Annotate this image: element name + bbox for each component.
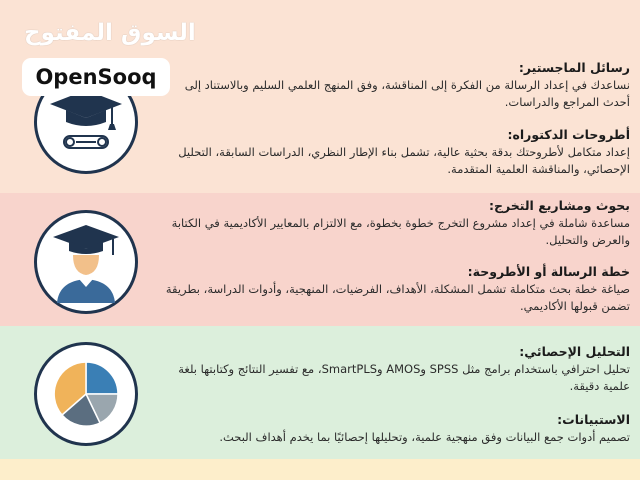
section-body: تحليل احترافي باستخدام برامج مثل SPSS وAMOS وSmartPLS، مع تفسير النتائج وكتابتها بلغة علمية دقيقة. xyxy=(178,362,630,393)
section-masters xyxy=(160,60,630,111)
section-graduation-projects xyxy=(160,198,630,249)
section-title: التحليل الإحصائي: xyxy=(519,344,630,359)
section-body: مساعدة شاملة في إعداد مشروع التخرج خطوة بخطوة، مع الالتزام بالمعايير الأكاديمية في الكتابة والعرض والتحليل. xyxy=(171,216,630,247)
section-body: تصميم أدوات جمع البيانات وفق منهجية علمية، وتحليلها إحصائيًا بما يخدم أهداف البحث. xyxy=(219,430,630,444)
section-body: نساعدك في إعداد الرسالة من الفكرة إلى المناقشة، وفق المنهج العلمي السليم وبالاستناد إلى أحدث المراجع والدراسات. xyxy=(184,78,630,109)
opensooq-logo: OpenSooq xyxy=(22,58,170,96)
pie-chart-icon xyxy=(34,342,138,446)
section-questionnaires xyxy=(160,412,630,446)
section-research-plan xyxy=(160,264,630,315)
graduate-student-icon xyxy=(34,210,138,314)
section-title: خطة الرسالة أو الأطروحة: xyxy=(467,264,630,279)
opensooq-logo-arabic: السوق المفتوح xyxy=(24,20,196,46)
section-band-bottom xyxy=(0,459,640,480)
section-title: الاستبيانات: xyxy=(557,412,630,427)
section-title: بحوث ومشاريع التخرج: xyxy=(488,198,630,213)
section-phd xyxy=(150,127,630,178)
section-statistics xyxy=(160,344,630,395)
section-body: صياغة خطة بحث متكاملة تشمل المشكلة، الأهداف، الفرضيات، المنهجية، وأدوات الدراسة، بطريقة تضمن قبولها الأكاديمي. xyxy=(165,282,630,313)
section-title: أطروحات الدكتوراه: xyxy=(507,127,630,142)
section-body: إعداد متكامل لأطروحتك بدقة بحثية عالية، تشمل بناء الإطار النظري، الدراسات السابقة، التحليل الإحصائي، والمناقشة العلمية المتقدمة. xyxy=(178,145,630,176)
section-title: رسائل الماجستير: xyxy=(518,60,630,75)
